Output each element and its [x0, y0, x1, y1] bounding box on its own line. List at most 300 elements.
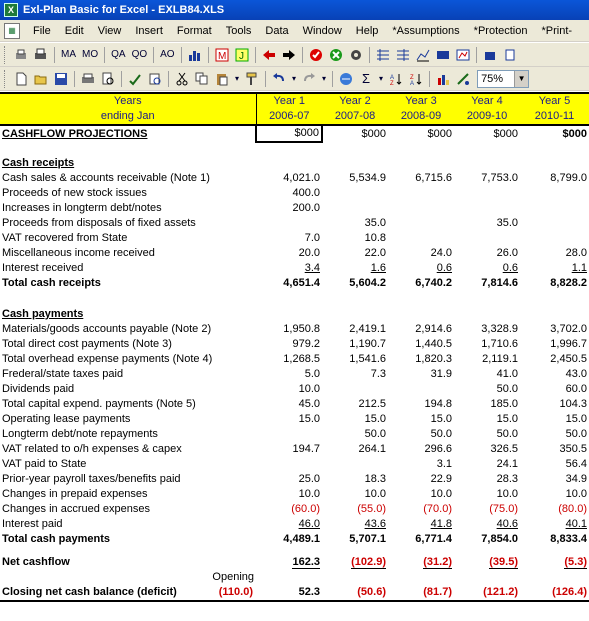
menu-protection[interactable]: *Protection	[473, 24, 528, 37]
value-cell[interactable]: 15.0	[430, 413, 452, 425]
save-icon[interactable]	[52, 70, 70, 88]
value-cell[interactable]: 296.6	[424, 443, 452, 455]
value-cell[interactable]: 1,950.8	[283, 323, 320, 335]
check-circle-icon[interactable]	[307, 46, 325, 64]
value-cell[interactable]: 10.0	[496, 488, 518, 500]
empty-cell[interactable]	[322, 156, 388, 171]
units-cell[interactable]: $000	[427, 127, 452, 140]
value-cell[interactable]: 24.0	[430, 247, 452, 259]
units-cell[interactable]: $000	[361, 127, 386, 140]
value-cell[interactable]: 10.0	[430, 488, 452, 500]
value-cell[interactable]: 1,820.3	[415, 353, 452, 365]
value-cell[interactable]: 1,440.5	[415, 338, 452, 350]
value-cell[interactable]: 43.0	[565, 368, 587, 380]
net-cashflow-row	[0, 555, 589, 570]
value-cell[interactable]: 8,833.4	[550, 533, 587, 545]
value-cell[interactable]	[454, 231, 520, 246]
header-row-top	[0, 93, 589, 109]
value-cell[interactable]: 15.0	[298, 413, 320, 425]
svg-text:J: J	[238, 50, 244, 62]
value-cell[interactable]: 1,996.7	[550, 338, 587, 350]
value-cell[interactable]: 50.0	[430, 428, 452, 440]
row-label: Closing net cash balance (deficit)	[2, 586, 177, 598]
arrow-right-icon[interactable]	[280, 46, 298, 64]
value-cell[interactable]: 35.0	[364, 217, 386, 229]
svg-text:M: M	[217, 50, 226, 62]
value-cell[interactable]: 41.0	[496, 368, 518, 380]
value-cell[interactable]: 1.1	[571, 262, 587, 274]
value-cell[interactable]: 5,534.9	[349, 172, 386, 184]
value-cell[interactable]: 8,799.0	[550, 172, 587, 184]
header-year-4[interactable]: Year 4	[454, 93, 520, 109]
net-value: (5.3)	[564, 556, 587, 570]
empty-cell[interactable]	[388, 307, 454, 322]
research-icon[interactable]	[146, 70, 164, 88]
value-cell[interactable]: 15.0	[364, 413, 386, 425]
value-cell[interactable]: 10.0	[298, 383, 320, 395]
standard-toolbar	[0, 67, 589, 91]
row-label[interactable]: Increases in longterm debt/notes	[2, 202, 162, 214]
value-cell[interactable]: 5,604.2	[349, 277, 386, 289]
ao-button[interactable]: AO	[160, 49, 175, 60]
header-years-label[interactable]: Years	[0, 93, 256, 109]
net-value: (102.9)	[351, 556, 386, 570]
value-cell[interactable]: 50.0	[364, 428, 386, 440]
table-row	[0, 412, 589, 427]
value-cell[interactable]: 18.3	[364, 473, 386, 485]
opening-label[interactable]: Opening	[212, 571, 254, 583]
format-painter-icon[interactable]	[243, 70, 261, 88]
empty-cell[interactable]	[520, 570, 589, 585]
zoom-chart-icon[interactable]	[454, 46, 472, 64]
closing-balance-row	[0, 585, 589, 601]
toolbar-grip[interactable]	[4, 70, 7, 88]
sort-descending-icon[interactable]	[407, 70, 425, 88]
hyperlink-icon[interactable]	[337, 70, 355, 88]
empty-cell[interactable]	[454, 570, 520, 585]
value-cell[interactable]: 3.4	[304, 262, 320, 274]
empty-cell[interactable]	[322, 307, 388, 322]
value-cell[interactable]: 3.1	[436, 458, 452, 470]
value-cell[interactable]: 50.0	[496, 428, 518, 440]
svg-text:A: A	[390, 74, 395, 81]
value-cell[interactable]: 2,914.6	[415, 323, 452, 335]
value-cell[interactable]: 200.0	[292, 202, 320, 214]
empty-cell[interactable]	[520, 307, 589, 322]
row-label[interactable]: Total capital expend. payments (Note 5)	[2, 398, 196, 410]
value-cell[interactable]	[256, 457, 322, 472]
value-cell[interactable]: 10.0	[298, 488, 320, 500]
table-row	[0, 472, 589, 487]
value-cell[interactable]: 28.3	[496, 473, 518, 485]
value-cell[interactable]	[520, 216, 589, 231]
net-value: (31.2)	[423, 556, 452, 570]
value-cell[interactable]: (60.0)	[291, 503, 320, 515]
paste-icon[interactable]	[213, 70, 231, 88]
toolbar-separator	[54, 47, 55, 63]
m-box-icon[interactable]	[213, 46, 231, 64]
value-cell[interactable]: 1,268.5	[283, 353, 320, 365]
spacer-row	[0, 142, 589, 156]
value-cell[interactable]: (80.0)	[558, 503, 587, 515]
value-cell[interactable]	[322, 186, 388, 201]
value-cell[interactable]: 2,119.1	[482, 353, 518, 365]
row-label[interactable]: Proceeds of new stock issues	[2, 187, 147, 199]
line-chart-icon[interactable]	[414, 46, 432, 64]
net-value: (39.5)	[489, 556, 518, 570]
value-cell[interactable]: (50.6)	[322, 585, 388, 601]
menu-view[interactable]: View	[97, 24, 122, 37]
opening-balance-value: (110.0)	[218, 586, 253, 598]
empty-cell[interactable]	[322, 570, 388, 585]
total-row	[0, 276, 589, 291]
value-cell[interactable]: 326.5	[490, 443, 518, 455]
page-title[interactable]: CASHFLOW PROJECTIONS	[2, 127, 148, 140]
qo-button[interactable]: QO	[131, 49, 148, 60]
value-cell[interactable]: 979.2	[292, 338, 320, 350]
row-label[interactable]: Longterm debt/note repayments	[2, 428, 158, 440]
value-cell[interactable]: 26.0	[496, 247, 518, 259]
toolbar-separator	[208, 47, 209, 63]
value-cell[interactable]: 22.9	[430, 473, 452, 485]
value-cell[interactable]: 10.0	[565, 488, 587, 500]
row-label[interactable]: Frederal/state taxes paid	[2, 368, 124, 380]
value-cell[interactable]: 43.6	[364, 518, 386, 530]
toolbar-grip[interactable]	[4, 46, 7, 64]
empty-cell[interactable]	[388, 156, 454, 171]
value-cell[interactable]: 50.0	[565, 428, 587, 440]
value-cell[interactable]	[388, 216, 454, 231]
worksheet[interactable]	[0, 92, 589, 621]
workbook-icon[interactable]: ▦	[4, 23, 20, 39]
table-row	[0, 457, 589, 472]
header-ending-label[interactable]: ending Jan	[0, 109, 256, 125]
svg-text:A: A	[410, 80, 415, 86]
row-label[interactable]: VAT related to o/h expenses & capex	[2, 443, 182, 455]
value-cell[interactable]	[322, 201, 388, 216]
autosum-dropdown-icon[interactable]: ▾	[379, 74, 384, 83]
table-row	[0, 261, 589, 276]
menu-edit[interactable]: Edit	[64, 24, 84, 37]
value-cell[interactable]: 350.5	[559, 443, 587, 455]
empty-cell[interactable]	[520, 156, 589, 171]
cancel-circle-icon[interactable]	[327, 46, 345, 64]
menu-window[interactable]: Window	[302, 24, 342, 37]
value-cell[interactable]: 4,021.0	[283, 172, 320, 184]
row-label[interactable]: Net cashflow	[2, 556, 70, 568]
empty-cell[interactable]	[454, 156, 520, 171]
window-title: Exl-Plan Basic for Excel - EXLB84.XLS	[23, 4, 225, 16]
row-label[interactable]: Total overhead expense payments (Note 4)	[2, 353, 213, 365]
toolbar-separator	[104, 47, 105, 63]
row-label[interactable]: Changes in prepaid expenses	[2, 488, 148, 500]
header-year-3[interactable]: Year 3	[388, 93, 454, 109]
empty-cell[interactable]	[454, 307, 520, 322]
units-cell-selected[interactable]: $000	[256, 125, 322, 142]
row-label[interactable]: Total cash payments	[2, 533, 110, 545]
sort-ascending-icon[interactable]	[387, 70, 405, 88]
value-cell[interactable]	[322, 457, 388, 472]
grid-icon[interactable]	[374, 46, 392, 64]
value-cell[interactable]: 194.7	[292, 443, 320, 455]
print-icon[interactable]	[79, 70, 97, 88]
value-cell[interactable]: 20.0	[298, 247, 320, 259]
cashflow-table	[0, 92, 589, 602]
toolbar-separator	[369, 47, 370, 63]
row-label[interactable]: Materials/goods accounts payable (Note 2)	[2, 323, 212, 335]
value-cell[interactable]	[520, 186, 589, 201]
paste-dropdown-icon[interactable]: ▾	[235, 74, 240, 83]
ma-button[interactable]: MA	[61, 49, 76, 60]
closing-label-cell[interactable]	[0, 585, 256, 601]
value-cell[interactable]: 1,541.6	[349, 353, 386, 365]
menu-bar	[0, 20, 589, 42]
svg-text:Z: Z	[410, 74, 414, 81]
table-row	[0, 337, 589, 352]
header-period-1[interactable]: 2006-07	[256, 109, 322, 125]
cut-icon[interactable]	[173, 70, 191, 88]
menu-insert[interactable]: Insert	[135, 24, 163, 37]
arrow-left-icon[interactable]	[260, 46, 278, 64]
toolbar-separator	[332, 71, 333, 87]
menu-print[interactable]: *Print-	[541, 24, 573, 37]
row-label[interactable]: VAT recovered from State	[2, 232, 128, 244]
value-cell[interactable]	[388, 231, 454, 246]
toolbar-separator	[74, 71, 75, 87]
value-cell[interactable]: 6,740.2	[415, 277, 452, 289]
value-cell[interactable]: 5.0	[304, 368, 320, 380]
value-cell[interactable]: 5,707.1	[349, 533, 386, 545]
units-cell[interactable]: $000	[562, 127, 587, 140]
new-file-icon[interactable]	[12, 70, 30, 88]
value-cell[interactable]: 3,702.0	[550, 323, 587, 335]
row-label[interactable]: Dividends paid	[2, 383, 75, 395]
redo-dropdown-icon[interactable]: ▾	[322, 74, 327, 83]
value-cell[interactable]: (121.2)	[454, 585, 520, 601]
row-label[interactable]: Total direct cost payments (Note 3)	[2, 338, 172, 350]
value-cell[interactable]: 7,854.0	[481, 533, 518, 545]
value-cell[interactable]: 400.0	[292, 187, 320, 199]
value-cell[interactable]: 10.8	[364, 232, 386, 244]
header-year-1[interactable]: Year 1	[256, 93, 322, 109]
value-cell[interactable]	[454, 201, 520, 216]
value-cell[interactable]: (126.4)	[520, 585, 589, 601]
value-cell[interactable]: 52.3	[256, 585, 322, 601]
table-row	[0, 367, 589, 382]
empty-cell[interactable]	[256, 156, 322, 171]
header-year-5[interactable]: Year 5	[520, 93, 589, 109]
value-cell[interactable]	[256, 555, 322, 570]
open-folder-icon[interactable]	[32, 70, 50, 88]
value-cell[interactable]: 7.0	[304, 232, 320, 244]
menu-file[interactable]: File	[33, 24, 51, 37]
value-cell[interactable]: 22.0	[364, 247, 386, 259]
value-cell[interactable]: 4,651.4	[283, 277, 320, 289]
exlplan-toolbar	[0, 43, 589, 67]
empty-cell[interactable]	[388, 570, 454, 585]
value-cell[interactable]: 4,489.1	[283, 533, 320, 545]
menu-assumptions[interactable]: *Assumptions	[392, 24, 460, 37]
j-box-icon[interactable]	[233, 46, 251, 64]
spacer-cell	[0, 547, 589, 555]
table-row	[0, 186, 589, 201]
value-cell[interactable]: 35.0	[496, 217, 518, 229]
value-cell[interactable]	[322, 382, 388, 397]
menu-tools[interactable]: Tools	[225, 24, 252, 37]
value-cell[interactable]	[388, 382, 454, 397]
value-cell[interactable]: 15.0	[565, 413, 587, 425]
value-cell[interactable]: 6,771.4	[415, 533, 452, 545]
value-cell[interactable]	[520, 555, 589, 570]
value-cell[interactable]: 25.0	[298, 473, 320, 485]
toolbar-separator	[153, 47, 154, 63]
row-label[interactable]: Cash sales & accounts receivable (Note 1)	[2, 172, 210, 184]
undo-icon[interactable]	[270, 70, 288, 88]
value-cell[interactable]: 45.0	[298, 398, 320, 410]
value-cell[interactable]	[256, 216, 322, 231]
row-label[interactable]: Interest paid	[2, 518, 63, 530]
menu-data[interactable]: Data	[265, 24, 289, 37]
header-period-3[interactable]: 2008-09	[388, 109, 454, 125]
value-cell[interactable]: 194.8	[424, 398, 452, 410]
table-row	[0, 352, 589, 367]
chevron-down-icon[interactable]: ▼	[514, 71, 528, 87]
value-cell[interactable]	[388, 201, 454, 216]
table-row	[0, 216, 589, 231]
value-cell[interactable]: 10.0	[364, 488, 386, 500]
value-cell[interactable]: 34.9	[565, 473, 587, 485]
value-cell[interactable]: 31.9	[430, 368, 452, 380]
value-cell[interactable]: 212.5	[358, 398, 386, 410]
print-setup-icon[interactable]	[12, 46, 30, 64]
value-cell[interactable]: 7,753.0	[481, 172, 518, 184]
header-period-4[interactable]: 2009-10	[454, 109, 520, 125]
header-period-5[interactable]: 2010-11	[520, 109, 589, 125]
value-cell[interactable]	[454, 186, 520, 201]
value-cell[interactable]: 2,419.1	[349, 323, 386, 335]
value-cell[interactable]: (55.0)	[357, 503, 386, 515]
value-cell[interactable]: 24.1	[496, 458, 518, 470]
value-cell[interactable]	[454, 555, 520, 570]
value-cell[interactable]: (70.0)	[423, 503, 452, 515]
value-cell[interactable]: 40.6	[496, 518, 518, 530]
row-label[interactable]: VAT paid to State	[2, 458, 87, 470]
toolbar-separator	[429, 71, 430, 87]
table-row	[0, 382, 589, 397]
value-cell[interactable]	[322, 555, 388, 570]
header-period-2[interactable]: 2007-08	[322, 109, 388, 125]
value-cell[interactable]: (75.0)	[489, 503, 518, 515]
toolbar-separator	[168, 71, 169, 87]
table-row	[0, 201, 589, 216]
drive-icon[interactable]	[481, 46, 499, 64]
gear-icon[interactable]	[347, 46, 365, 64]
section-heading-row	[0, 307, 589, 322]
chart-wizard-icon[interactable]	[434, 70, 452, 88]
page-icon[interactable]	[501, 46, 519, 64]
grid-alt-icon[interactable]	[394, 46, 412, 64]
copy-icon[interactable]	[193, 70, 211, 88]
row-label[interactable]: Proceeds from disposals of fixed assets	[2, 217, 196, 229]
value-cell[interactable]: 1,190.7	[349, 338, 386, 350]
row-label[interactable]: Total cash receipts	[2, 277, 101, 289]
value-cell[interactable]: 56.4	[565, 458, 587, 470]
value-cell[interactable]: 60.0	[565, 383, 587, 395]
value-cell[interactable]: 50.0	[496, 383, 518, 395]
value-cell[interactable]	[520, 231, 589, 246]
value-cell[interactable]: 40.1	[565, 518, 587, 530]
row-label[interactable]: Miscellaneous income received	[2, 247, 155, 259]
print-preview-icon[interactable]	[32, 46, 50, 64]
value-cell[interactable]: 7.3	[370, 368, 386, 380]
value-cell[interactable]: 185.0	[490, 398, 518, 410]
title-row	[0, 125, 589, 142]
bar-chart-icon[interactable]	[186, 46, 204, 64]
net-value: 162.3	[292, 556, 320, 570]
autosum-icon[interactable]: Σ	[362, 71, 371, 86]
table-row	[0, 171, 589, 186]
row-label[interactable]: Changes in accrued expenses	[2, 503, 150, 515]
section-heading[interactable]: Cash receipts	[2, 157, 75, 169]
section-heading-row	[0, 156, 589, 171]
value-cell[interactable]: 3,328.9	[481, 323, 518, 335]
value-cell[interactable]	[388, 555, 454, 570]
menu-help[interactable]: Help	[355, 24, 379, 37]
row-label[interactable]: Prior-year payroll taxes/benefits paid	[2, 473, 181, 485]
value-cell[interactable]: 8,828.2	[550, 277, 587, 289]
units-cell[interactable]: $000	[493, 127, 518, 140]
row-label[interactable]: Interest received	[2, 262, 84, 274]
redo-icon[interactable]	[300, 70, 318, 88]
value-cell[interactable]	[520, 201, 589, 216]
value-cell[interactable]	[256, 427, 322, 442]
value-cell[interactable]: 41.8	[430, 518, 452, 530]
menu-format[interactable]: Format	[176, 24, 212, 37]
spelling-icon[interactable]	[126, 70, 144, 88]
drawing-icon[interactable]	[454, 70, 472, 88]
value-cell[interactable]: 1,710.6	[481, 338, 518, 350]
qa-button[interactable]: QA	[111, 49, 126, 60]
table-row	[0, 322, 589, 337]
value-cell[interactable]: 7,814.6	[481, 277, 518, 289]
value-cell[interactable]: 0.6	[436, 262, 452, 274]
empty-cell[interactable]	[256, 307, 322, 322]
value-cell[interactable]: (81.7)	[388, 585, 454, 601]
section-heading[interactable]: Cash payments	[2, 308, 84, 320]
spacer-cell	[0, 291, 589, 307]
spacer-row	[0, 291, 589, 307]
mo-button[interactable]: MO	[82, 49, 99, 60]
block-chart-icon[interactable]	[434, 46, 452, 64]
value-cell[interactable]: 28.0	[565, 247, 587, 259]
empty-cell[interactable]	[256, 570, 322, 585]
value-cell[interactable]: 2,450.5	[550, 353, 587, 365]
value-cell[interactable]: 0.6	[502, 262, 518, 274]
value-cell[interactable]	[388, 186, 454, 201]
header-year-2[interactable]: Year 2	[322, 93, 388, 109]
value-cell[interactable]: 15.0	[496, 413, 518, 425]
zoom-dropdown[interactable]	[477, 70, 529, 88]
value-cell[interactable]: 1.6	[370, 262, 386, 274]
undo-dropdown-icon[interactable]: ▾	[292, 74, 297, 83]
row-label[interactable]: Operating lease payments	[2, 413, 131, 425]
value-cell[interactable]: 6,715.6	[415, 172, 452, 184]
value-cell[interactable]: 46.0	[298, 518, 320, 530]
value-cell[interactable]: 104.3	[559, 398, 587, 410]
print-preview-magnifier-icon[interactable]	[99, 70, 117, 88]
opening-label-row	[0, 570, 589, 585]
value-cell[interactable]: 264.1	[358, 443, 386, 455]
